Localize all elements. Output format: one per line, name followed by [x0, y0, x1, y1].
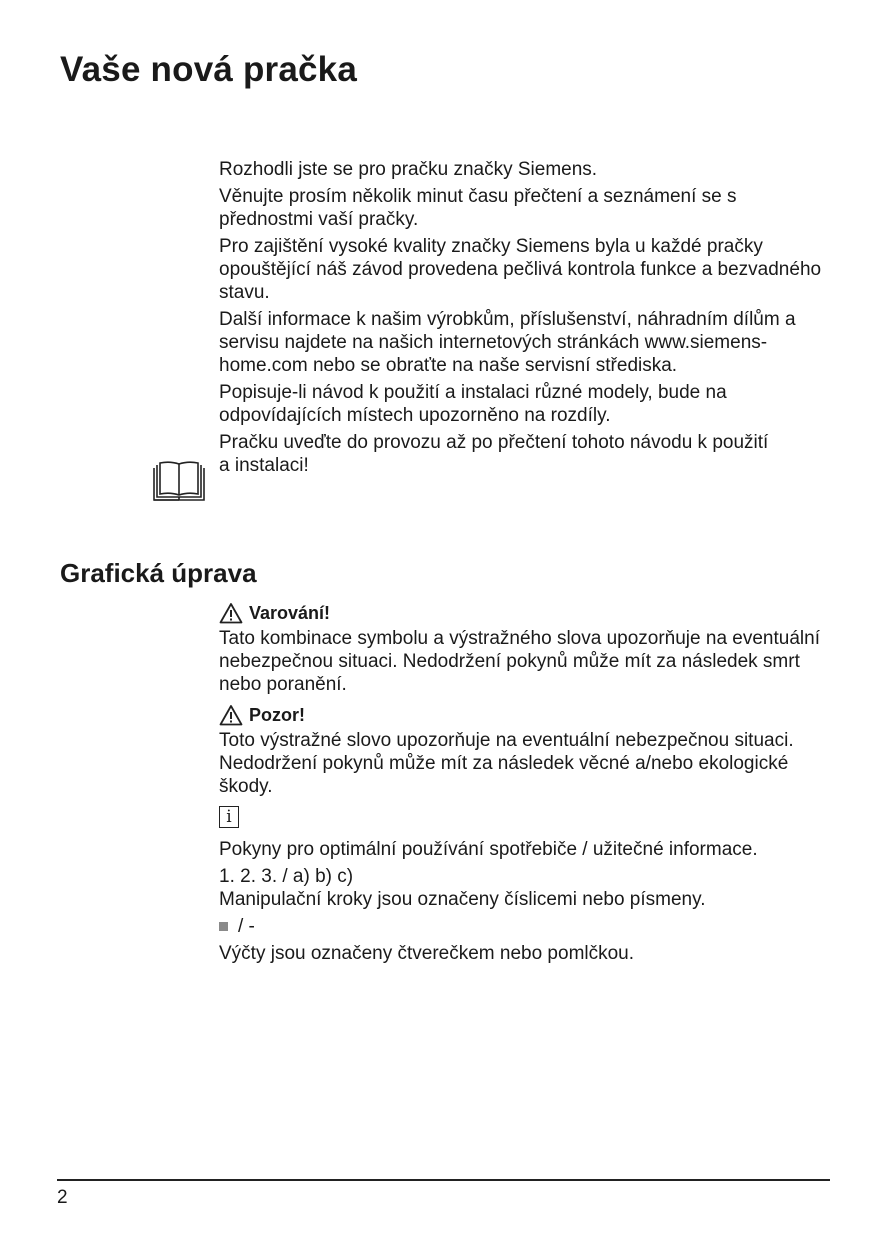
- info-box-icon: i: [219, 806, 239, 828]
- footer-rule: [57, 1179, 830, 1181]
- intro-text: [219, 158, 839, 481]
- lists-text: Výčty jsou označeny čtverečkem nebo pomlčkou.: [219, 943, 635, 964]
- caution-label: Pozor!: [249, 704, 305, 725]
- caution-text: Toto výstražné slovo upozorňuje na eventuální nebezpečnou situaci. Nedodržení pokynů může mít za následek věcné a/nebo ekologické škody.: [219, 730, 794, 797]
- intro-paragraph: Věnujte prosím několik minut času přečtení a seznámení se s přednostmi vaší pračky.: [219, 186, 737, 230]
- warning-heading: [219, 600, 839, 626]
- lists-symbol-line: [219, 915, 839, 938]
- page-title: Vaše nová pračka: [60, 50, 358, 89]
- intro-paragraph: Rozhodli jste se pro pračku značky Siemens.: [219, 159, 598, 180]
- intro-paragraph: Pro zajištění vysoké kvality značky Siemens byla u každé pračky opouštějící náš závod provedena pečlivá kontrola funkce a bezvadného stavu.: [219, 236, 822, 303]
- warning-triangle-icon: [219, 602, 243, 624]
- warning-text: Tato kombinace symbolu a výstražného slova upozorňuje na eventuální nebezpečnou situaci. Nedodržení pokynů může mít za následek smrt nebo poranění.: [219, 628, 820, 695]
- open-book-icon: [150, 460, 208, 509]
- square-bullet-icon: [219, 922, 228, 931]
- info-text: Pokyny pro optimální používání spotřebiče / užitečné informace.: [219, 839, 758, 860]
- intro-paragraph: Popisuje-li návod k použití a instalaci různé modely, bude na odpovídajících místech upozorněno na rozdíly.: [219, 382, 727, 426]
- graphic-legend: [219, 600, 839, 969]
- page-number: 2: [57, 1187, 68, 1208]
- section-title: Grafická úprava: [60, 558, 257, 588]
- warning-triangle-icon: [219, 704, 243, 726]
- steps-text: Manipulační kroky jsou označeny číslicemi nebo písmeny.: [219, 889, 706, 910]
- intro-paragraph: Další informace k našim výrobkům, příslušenství, náhradním dílům a servisu najdete na našich internetových stránkách www.siemens-home.com nebo se obraťte na naše servisní střediska.: [219, 309, 796, 376]
- caution-heading: [219, 702, 839, 728]
- lists-symbol: / -: [238, 916, 255, 937]
- intro-paragraph: Pračku uveďte do provozu až po přečtení tohoto návodu k použití a instalaci!: [219, 432, 769, 476]
- warning-label: Varování!: [249, 602, 331, 623]
- steps-symbol: 1. 2. 3. / a) b) c): [219, 866, 354, 887]
